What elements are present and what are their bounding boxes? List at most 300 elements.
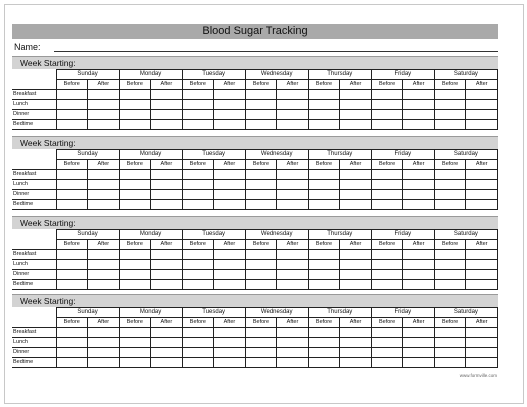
reading-cell[interactable]	[340, 250, 372, 260]
reading-cell[interactable]	[119, 170, 151, 180]
reading-cell[interactable]	[151, 260, 183, 270]
meal-row	[12, 170, 498, 180]
reading-cell[interactable]	[403, 250, 435, 260]
reading-cell[interactable]	[277, 200, 309, 210]
reading-cell[interactable]	[277, 338, 309, 348]
reading-cell[interactable]	[434, 200, 466, 210]
reading-cell[interactable]	[182, 120, 214, 130]
reading-cell[interactable]	[119, 338, 151, 348]
reading-cell[interactable]	[340, 358, 372, 368]
reading-cell[interactable]	[119, 250, 151, 260]
meal-row	[12, 190, 498, 200]
reading-cell[interactable]	[182, 328, 214, 338]
reading-cell[interactable]	[371, 358, 403, 368]
reading-cell[interactable]	[371, 250, 403, 260]
reading-cell[interactable]	[214, 200, 246, 210]
reading-cell[interactable]	[403, 110, 435, 120]
after-header: After	[88, 240, 120, 250]
reading-cell[interactable]	[56, 358, 88, 368]
reading-cell[interactable]	[214, 250, 246, 260]
reading-cell[interactable]	[434, 180, 466, 190]
before-header: Before	[434, 80, 466, 90]
reading-cell[interactable]	[403, 338, 435, 348]
page-title: Blood Sugar Tracking	[12, 24, 498, 39]
reading-cell[interactable]	[151, 358, 183, 368]
day-header: Thursday	[308, 70, 371, 80]
meal-row	[12, 338, 498, 348]
after-header: After	[214, 160, 246, 170]
before-header: Before	[182, 160, 214, 170]
after-header: After	[151, 160, 183, 170]
day-header: Wednesday	[245, 150, 308, 160]
reading-cell[interactable]	[340, 90, 372, 100]
reading-cell[interactable]	[214, 270, 246, 280]
reading-cell[interactable]	[182, 90, 214, 100]
reading-cell[interactable]	[56, 250, 88, 260]
reading-cell[interactable]	[182, 100, 214, 110]
reading-cell[interactable]	[119, 280, 151, 290]
meal-row	[12, 200, 498, 210]
before-header: Before	[182, 80, 214, 90]
reading-cell[interactable]	[277, 260, 309, 270]
after-header: After	[403, 318, 435, 328]
week-starting-label: Week Starting:	[12, 294, 498, 307]
reading-cell[interactable]	[151, 338, 183, 348]
reading-cell[interactable]	[151, 100, 183, 110]
reading-cell[interactable]	[214, 260, 246, 270]
reading-cell[interactable]	[434, 348, 466, 358]
reading-cell[interactable]	[340, 170, 372, 180]
reading-cell[interactable]	[277, 348, 309, 358]
week-table	[12, 149, 498, 210]
reading-cell[interactable]	[245, 270, 277, 280]
week-table	[12, 307, 498, 368]
meal-row	[12, 100, 498, 110]
reading-cell[interactable]	[434, 190, 466, 200]
before-header: Before	[56, 240, 88, 250]
name-line[interactable]	[54, 51, 498, 52]
reading-cell[interactable]	[466, 180, 498, 190]
reading-cell[interactable]	[308, 260, 340, 270]
reading-cell[interactable]	[466, 170, 498, 180]
reading-cell[interactable]	[308, 110, 340, 120]
reading-cell[interactable]	[371, 120, 403, 130]
reading-cell[interactable]	[182, 170, 214, 180]
reading-cell[interactable]	[56, 348, 88, 358]
reading-cell[interactable]	[277, 328, 309, 338]
reading-cell[interactable]	[340, 200, 372, 210]
reading-cell[interactable]	[151, 348, 183, 358]
reading-cell[interactable]	[88, 200, 120, 210]
reading-cell[interactable]	[466, 250, 498, 260]
reading-cell[interactable]	[182, 110, 214, 120]
before-header: Before	[371, 240, 403, 250]
reading-cell[interactable]	[214, 90, 246, 100]
reading-cell[interactable]	[466, 328, 498, 338]
reading-cell[interactable]	[245, 200, 277, 210]
day-header: Wednesday	[245, 230, 308, 240]
name-label: Name:	[14, 42, 41, 52]
reading-cell[interactable]	[214, 190, 246, 200]
reading-cell[interactable]	[277, 110, 309, 120]
after-header: After	[466, 160, 498, 170]
after-header: After	[277, 80, 309, 90]
corner-cell	[12, 70, 56, 80]
reading-cell[interactable]	[245, 170, 277, 180]
reading-cell[interactable]	[308, 328, 340, 338]
reading-cell[interactable]	[88, 338, 120, 348]
reading-cell[interactable]	[403, 170, 435, 180]
reading-cell[interactable]	[88, 280, 120, 290]
reading-cell[interactable]	[88, 100, 120, 110]
before-header: Before	[371, 80, 403, 90]
reading-cell[interactable]	[151, 190, 183, 200]
reading-cell[interactable]	[119, 110, 151, 120]
meal-label: Lunch	[12, 260, 56, 270]
reading-cell[interactable]	[403, 200, 435, 210]
reading-cell[interactable]	[466, 110, 498, 120]
reading-cell[interactable]	[308, 250, 340, 260]
reading-cell[interactable]	[340, 270, 372, 280]
reading-cell[interactable]	[340, 328, 372, 338]
reading-cell[interactable]	[308, 200, 340, 210]
reading-cell[interactable]	[119, 328, 151, 338]
reading-cell[interactable]	[371, 180, 403, 190]
reading-cell[interactable]	[182, 348, 214, 358]
reading-cell[interactable]	[277, 280, 309, 290]
reading-cell[interactable]	[56, 270, 88, 280]
reading-cell[interactable]	[151, 180, 183, 190]
reading-cell[interactable]	[466, 200, 498, 210]
before-header: Before	[308, 160, 340, 170]
reading-cell[interactable]	[403, 260, 435, 270]
reading-cell[interactable]	[151, 110, 183, 120]
reading-cell[interactable]	[245, 90, 277, 100]
reading-cell[interactable]	[56, 170, 88, 180]
reading-cell[interactable]	[214, 100, 246, 110]
after-header: After	[466, 80, 498, 90]
reading-cell[interactable]	[308, 120, 340, 130]
reading-cell[interactable]	[308, 170, 340, 180]
after-header: After	[151, 80, 183, 90]
reading-cell[interactable]	[182, 200, 214, 210]
reading-cell[interactable]	[88, 358, 120, 368]
reading-cell[interactable]	[151, 328, 183, 338]
reading-cell[interactable]	[308, 358, 340, 368]
reading-cell[interactable]	[277, 190, 309, 200]
reading-cell[interactable]	[277, 90, 309, 100]
reading-cell[interactable]	[340, 348, 372, 358]
reading-cell[interactable]	[371, 100, 403, 110]
reading-cell[interactable]	[182, 260, 214, 270]
reading-cell[interactable]	[119, 180, 151, 190]
reading-cell[interactable]	[88, 260, 120, 270]
reading-cell[interactable]	[119, 200, 151, 210]
reading-cell[interactable]	[214, 348, 246, 358]
reading-cell[interactable]	[88, 180, 120, 190]
week-table	[12, 229, 498, 290]
reading-cell[interactable]	[434, 250, 466, 260]
after-header: After	[151, 318, 183, 328]
after-header: After	[340, 240, 372, 250]
reading-cell[interactable]	[245, 260, 277, 270]
reading-cell[interactable]	[214, 338, 246, 348]
before-header: Before	[434, 160, 466, 170]
reading-cell[interactable]	[434, 280, 466, 290]
reading-cell[interactable]	[245, 358, 277, 368]
reading-cell[interactable]	[308, 90, 340, 100]
corner-cell	[12, 240, 56, 250]
day-header-row	[12, 150, 498, 160]
reading-cell[interactable]	[245, 250, 277, 260]
reading-cell[interactable]	[119, 260, 151, 270]
reading-cell[interactable]	[434, 328, 466, 338]
reading-cell[interactable]	[371, 90, 403, 100]
reading-cell[interactable]	[214, 110, 246, 120]
reading-cell[interactable]	[119, 348, 151, 358]
reading-cell[interactable]	[308, 348, 340, 358]
day-header: Sunday	[56, 308, 119, 318]
reading-cell[interactable]	[277, 250, 309, 260]
reading-cell[interactable]	[466, 270, 498, 280]
corner-cell	[12, 80, 56, 90]
reading-cell[interactable]	[182, 338, 214, 348]
reading-cell[interactable]	[151, 120, 183, 130]
reading-cell[interactable]	[245, 338, 277, 348]
week-block	[12, 294, 498, 368]
day-header: Sunday	[56, 150, 119, 160]
corner-cell	[12, 230, 56, 240]
meal-label: Breakfast	[12, 170, 56, 180]
reading-cell[interactable]	[88, 328, 120, 338]
reading-cell[interactable]	[403, 90, 435, 100]
after-header: After	[151, 240, 183, 250]
reading-cell[interactable]	[56, 90, 88, 100]
reading-cell[interactable]	[371, 260, 403, 270]
reading-cell[interactable]	[434, 100, 466, 110]
reading-cell[interactable]	[245, 180, 277, 190]
reading-cell[interactable]	[308, 180, 340, 190]
reading-cell[interactable]	[340, 120, 372, 130]
reading-cell[interactable]	[371, 110, 403, 120]
reading-cell[interactable]	[245, 348, 277, 358]
reading-cell[interactable]	[466, 260, 498, 270]
day-header-row	[12, 70, 498, 80]
reading-cell[interactable]	[466, 338, 498, 348]
reading-cell[interactable]	[56, 280, 88, 290]
reading-cell[interactable]	[434, 358, 466, 368]
reading-cell[interactable]	[371, 200, 403, 210]
reading-cell[interactable]	[214, 180, 246, 190]
meal-row	[12, 280, 498, 290]
reading-cell[interactable]	[466, 358, 498, 368]
reading-cell[interactable]	[56, 180, 88, 190]
reading-cell[interactable]	[403, 120, 435, 130]
reading-cell[interactable]	[340, 100, 372, 110]
reading-cell[interactable]	[277, 358, 309, 368]
reading-cell[interactable]	[151, 170, 183, 180]
reading-cell[interactable]	[371, 348, 403, 358]
reading-cell[interactable]	[88, 250, 120, 260]
reading-cell[interactable]	[371, 270, 403, 280]
corner-cell	[12, 150, 56, 160]
before-header: Before	[308, 80, 340, 90]
reading-cell[interactable]	[466, 100, 498, 110]
reading-cell[interactable]	[277, 120, 309, 130]
reading-cell[interactable]	[151, 250, 183, 260]
reading-cell[interactable]	[277, 170, 309, 180]
after-header: After	[403, 160, 435, 170]
reading-cell[interactable]	[434, 120, 466, 130]
reading-cell[interactable]	[403, 358, 435, 368]
reading-cell[interactable]	[371, 328, 403, 338]
reading-cell[interactable]	[434, 170, 466, 180]
reading-cell[interactable]	[371, 338, 403, 348]
reading-cell[interactable]	[88, 120, 120, 130]
before-header: Before	[434, 240, 466, 250]
meal-label: Dinner	[12, 270, 56, 280]
reading-cell[interactable]	[119, 270, 151, 280]
reading-cell[interactable]	[56, 260, 88, 270]
meal-label: Bedtime	[12, 120, 56, 130]
reading-cell[interactable]	[119, 100, 151, 110]
reading-cell[interactable]	[88, 170, 120, 180]
reading-cell[interactable]	[466, 280, 498, 290]
reading-cell[interactable]	[403, 348, 435, 358]
reading-cell[interactable]	[151, 200, 183, 210]
reading-cell[interactable]	[308, 338, 340, 348]
reading-cell[interactable]	[340, 260, 372, 270]
reading-cell[interactable]	[56, 120, 88, 130]
reading-cell[interactable]	[340, 338, 372, 348]
reading-cell[interactable]	[56, 338, 88, 348]
reading-cell[interactable]	[56, 110, 88, 120]
reading-cell[interactable]	[403, 280, 435, 290]
reading-cell[interactable]	[466, 190, 498, 200]
reading-cell[interactable]	[434, 260, 466, 270]
day-header: Saturday	[434, 308, 497, 318]
reading-cell[interactable]	[245, 120, 277, 130]
reading-cell[interactable]	[56, 328, 88, 338]
reading-cell[interactable]	[340, 110, 372, 120]
before-after-row	[12, 240, 498, 250]
reading-cell[interactable]	[403, 180, 435, 190]
reading-cell[interactable]	[214, 120, 246, 130]
day-header: Friday	[371, 308, 434, 318]
reading-cell[interactable]	[277, 100, 309, 110]
reading-cell[interactable]	[151, 270, 183, 280]
reading-cell[interactable]	[466, 120, 498, 130]
reading-cell[interactable]	[277, 270, 309, 280]
reading-cell[interactable]	[56, 200, 88, 210]
reading-cell[interactable]	[119, 358, 151, 368]
reading-cell[interactable]	[119, 120, 151, 130]
reading-cell[interactable]	[182, 190, 214, 200]
reading-cell[interactable]	[88, 110, 120, 120]
meal-label: Bedtime	[12, 200, 56, 210]
reading-cell[interactable]	[403, 100, 435, 110]
reading-cell[interactable]	[119, 190, 151, 200]
reading-cell[interactable]	[88, 348, 120, 358]
day-header: Friday	[371, 70, 434, 80]
reading-cell[interactable]	[182, 180, 214, 190]
reading-cell[interactable]	[277, 180, 309, 190]
reading-cell[interactable]	[182, 270, 214, 280]
day-header: Tuesday	[182, 230, 245, 240]
reading-cell[interactable]	[245, 110, 277, 120]
reading-cell[interactable]	[56, 100, 88, 110]
before-after-row	[12, 160, 498, 170]
reading-cell[interactable]	[340, 280, 372, 290]
reading-cell[interactable]	[308, 270, 340, 280]
after-header: After	[277, 240, 309, 250]
reading-cell[interactable]	[434, 338, 466, 348]
meal-label: Dinner	[12, 190, 56, 200]
reading-cell[interactable]	[308, 190, 340, 200]
reading-cell[interactable]	[245, 100, 277, 110]
reading-cell[interactable]	[434, 110, 466, 120]
meal-label: Lunch	[12, 338, 56, 348]
before-header: Before	[308, 240, 340, 250]
reading-cell[interactable]	[466, 90, 498, 100]
before-header: Before	[182, 240, 214, 250]
reading-cell[interactable]	[151, 280, 183, 290]
week-block	[12, 136, 498, 210]
reading-cell[interactable]	[466, 348, 498, 358]
reading-cell[interactable]	[340, 190, 372, 200]
reading-cell[interactable]	[214, 328, 246, 338]
reading-cell[interactable]	[182, 250, 214, 260]
before-header: Before	[56, 160, 88, 170]
reading-cell[interactable]	[119, 90, 151, 100]
reading-cell[interactable]	[88, 190, 120, 200]
reading-cell[interactable]	[308, 280, 340, 290]
reading-cell[interactable]	[214, 170, 246, 180]
meal-label: Breakfast	[12, 328, 56, 338]
reading-cell[interactable]	[182, 280, 214, 290]
day-header-row	[12, 308, 498, 318]
after-header: After	[403, 80, 435, 90]
reading-cell[interactable]	[371, 190, 403, 200]
reading-cell[interactable]	[182, 358, 214, 368]
before-header: Before	[434, 318, 466, 328]
after-header: After	[340, 160, 372, 170]
reading-cell[interactable]	[56, 190, 88, 200]
reading-cell[interactable]	[403, 328, 435, 338]
before-after-row	[12, 318, 498, 328]
reading-cell[interactable]	[245, 190, 277, 200]
reading-cell[interactable]	[245, 280, 277, 290]
reading-cell[interactable]	[151, 90, 183, 100]
reading-cell[interactable]	[214, 358, 246, 368]
meal-row	[12, 250, 498, 260]
before-header: Before	[371, 318, 403, 328]
reading-cell[interactable]	[214, 280, 246, 290]
reading-cell[interactable]	[245, 328, 277, 338]
reading-cell[interactable]	[434, 270, 466, 280]
reading-cell[interactable]	[403, 270, 435, 280]
reading-cell[interactable]	[434, 90, 466, 100]
before-header: Before	[245, 160, 277, 170]
reading-cell[interactable]	[88, 270, 120, 280]
reading-cell[interactable]	[403, 190, 435, 200]
reading-cell[interactable]	[88, 90, 120, 100]
reading-cell[interactable]	[371, 280, 403, 290]
reading-cell[interactable]	[308, 100, 340, 110]
reading-cell[interactable]	[340, 180, 372, 190]
reading-cell[interactable]	[371, 170, 403, 180]
after-header: After	[403, 240, 435, 250]
